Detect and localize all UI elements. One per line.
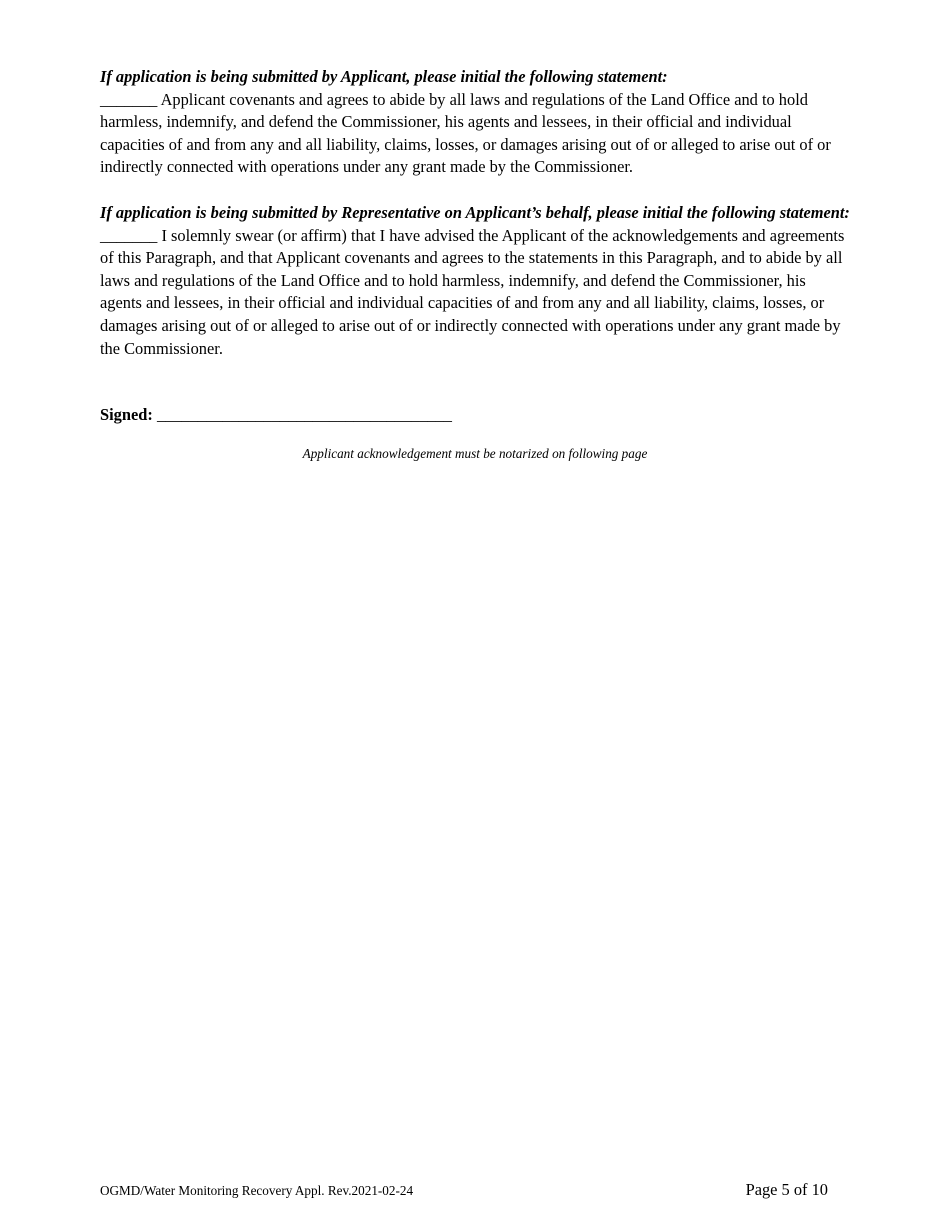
applicant-section xyxy=(100,66,850,179)
representative-statement-text: I solemnly swear (or affirm) that I have advised the Applicant of the acknowledgements and agreements of this Paragraph, and that Applicant covenants and agrees to the statements in this Paragraph, and to abide by all laws and regulations of the Land Office and to hold harmless, indemnify, and defend the Commissioner, his agents and lessees, in their official and individual capacities of and from any and all liability, claims, losses, or damages arising out of or alleged to arise out of or indirectly connected with operations under any grant made by the Commissioner. xyxy=(100,225,845,358)
applicant-statement-text: Applicant covenants and agrees to abide by all laws and regulations of the Land Office and to hold harmless, indemnify, and defend the Commissioner, his agents and lessees, in their official and individual capacities of and from any and all liability, claims, losses, or damages arising out of or alleged to arise out of or indirectly connected with operations under any grant made by the Commissioner. xyxy=(100,89,831,177)
representative-section-heading: If application is being submitted by Representative on Applicant’s behalf, please initial the following statement: xyxy=(100,203,850,222)
applicant-section-heading: If application is being submitted by Applicant, please initial the following statement: xyxy=(100,67,668,86)
representative-initial-field[interactable]: _______ xyxy=(100,225,158,245)
representative-section xyxy=(100,202,850,360)
footer-page-number: Page 5 of 10 xyxy=(745,1180,828,1199)
applicant-statement xyxy=(100,89,850,179)
representative-statement xyxy=(100,225,850,361)
applicant-initial-field[interactable]: _______ xyxy=(100,89,158,109)
signature-field[interactable]: ____________________________________ xyxy=(156,405,452,424)
signed-label: Signed: xyxy=(100,405,153,424)
footer-form-id: OGMD/Water Monitoring Recovery Appl. Rev.2021-02-24 xyxy=(100,1183,414,1198)
notarize-note: Applicant acknowledgement must be notarized on following page xyxy=(302,446,648,461)
signature-block xyxy=(100,404,452,426)
